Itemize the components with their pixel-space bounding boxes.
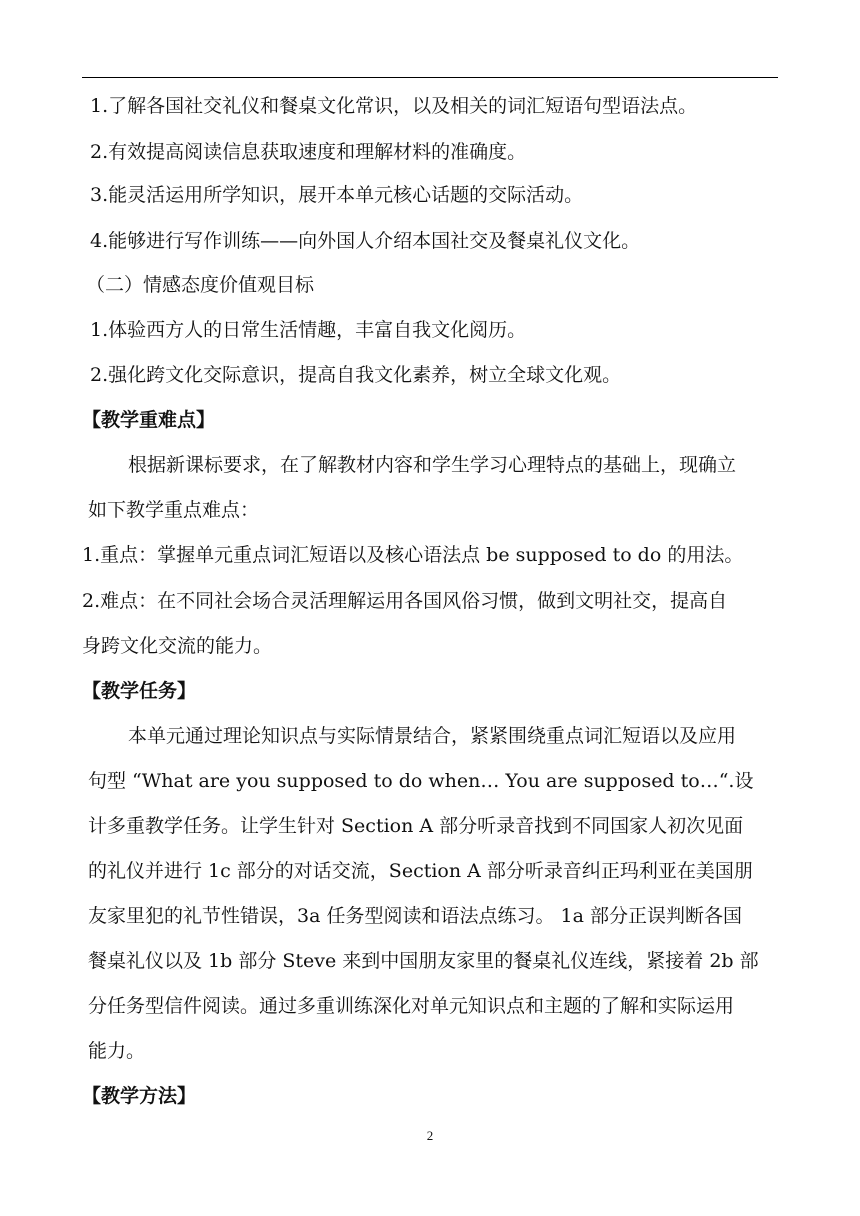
objective-3: 3.能灵活运用所学知识，展开本单元核心话题的交际活动。 <box>90 184 584 206</box>
header-rule <box>82 77 778 78</box>
tasks-line-6: 餐桌礼仪以及 1b 部分 Steve 来到中国朋友家里的餐桌礼仪连线，紧接着 2b 部 <box>88 950 759 972</box>
hard-point-line-1: 2.难点：在不同社会场合灵活理解运用各国风俗习惯，做到文明社交，提高自 <box>82 590 728 612</box>
emotion-item-2: 2.强化跨文化交际意识，提高自我文化素养，树立全球文化观。 <box>90 364 622 386</box>
methods-heading: 【教学方法】 <box>82 1085 197 1107</box>
objective-2: 2.有效提高阅读信息获取速度和理解材料的准确度。 <box>90 141 527 163</box>
key-point: 1.重点：掌握单元重点词汇短语以及核心语法点 be supposed to do 的用法。 <box>82 544 744 566</box>
tasks-line-5: 友家里犯的礼节性错误，3a 任务型阅读和语法点练习。 1a 部分正误判断各国 <box>88 905 742 927</box>
tasks-line-3: 计多重教学任务。让学生针对 Section A 部分听录音找到不同国家人初次见面 <box>88 815 744 837</box>
tasks-line-7: 分任务型信件阅读。通过多重训练深化对单元知识点和主题的了解和实际运用 <box>88 995 735 1017</box>
hard-point-line-2: 身跨文化交流的能力。 <box>82 635 273 657</box>
tasks-line-4: 的礼仪并进行 1c 部分的对话交流，Section A 部分听录音纠正玛利亚在美国朋 <box>88 860 753 882</box>
emotion-item-1: 1.体验西方人的日常生活情趣，丰富自我文化阅历。 <box>90 319 527 341</box>
tasks-line-1: 本单元通过理论知识点与实际情景结合，紧紧围绕重点词汇短语以及应用 <box>128 725 737 747</box>
emotion-heading: （二）情感态度价值观目标 <box>86 274 315 296</box>
difficulty-heading: 【教学重难点】 <box>82 409 216 431</box>
difficulty-intro-line-2: 如下教学重点难点： <box>88 499 260 521</box>
tasks-line-2: 句型 “What are you supposed to do when… You are supposed to…“.设 <box>88 770 754 792</box>
tasks-line-8: 能力。 <box>88 1040 146 1062</box>
tasks-heading: 【教学任务】 <box>82 680 197 702</box>
objective-4: 4.能够进行写作训练——向外国人介绍本国社交及餐桌礼仪文化。 <box>90 230 641 252</box>
page-number: 2 <box>426 1128 434 1143</box>
objective-1: 1.了解各国社交礼仪和餐桌文化常识，以及相关的词汇短语句型语法点。 <box>90 95 698 117</box>
difficulty-intro-line-1: 根据新课标要求，在了解教材内容和学生学习心理特点的基础上，现确立 <box>128 454 737 476</box>
